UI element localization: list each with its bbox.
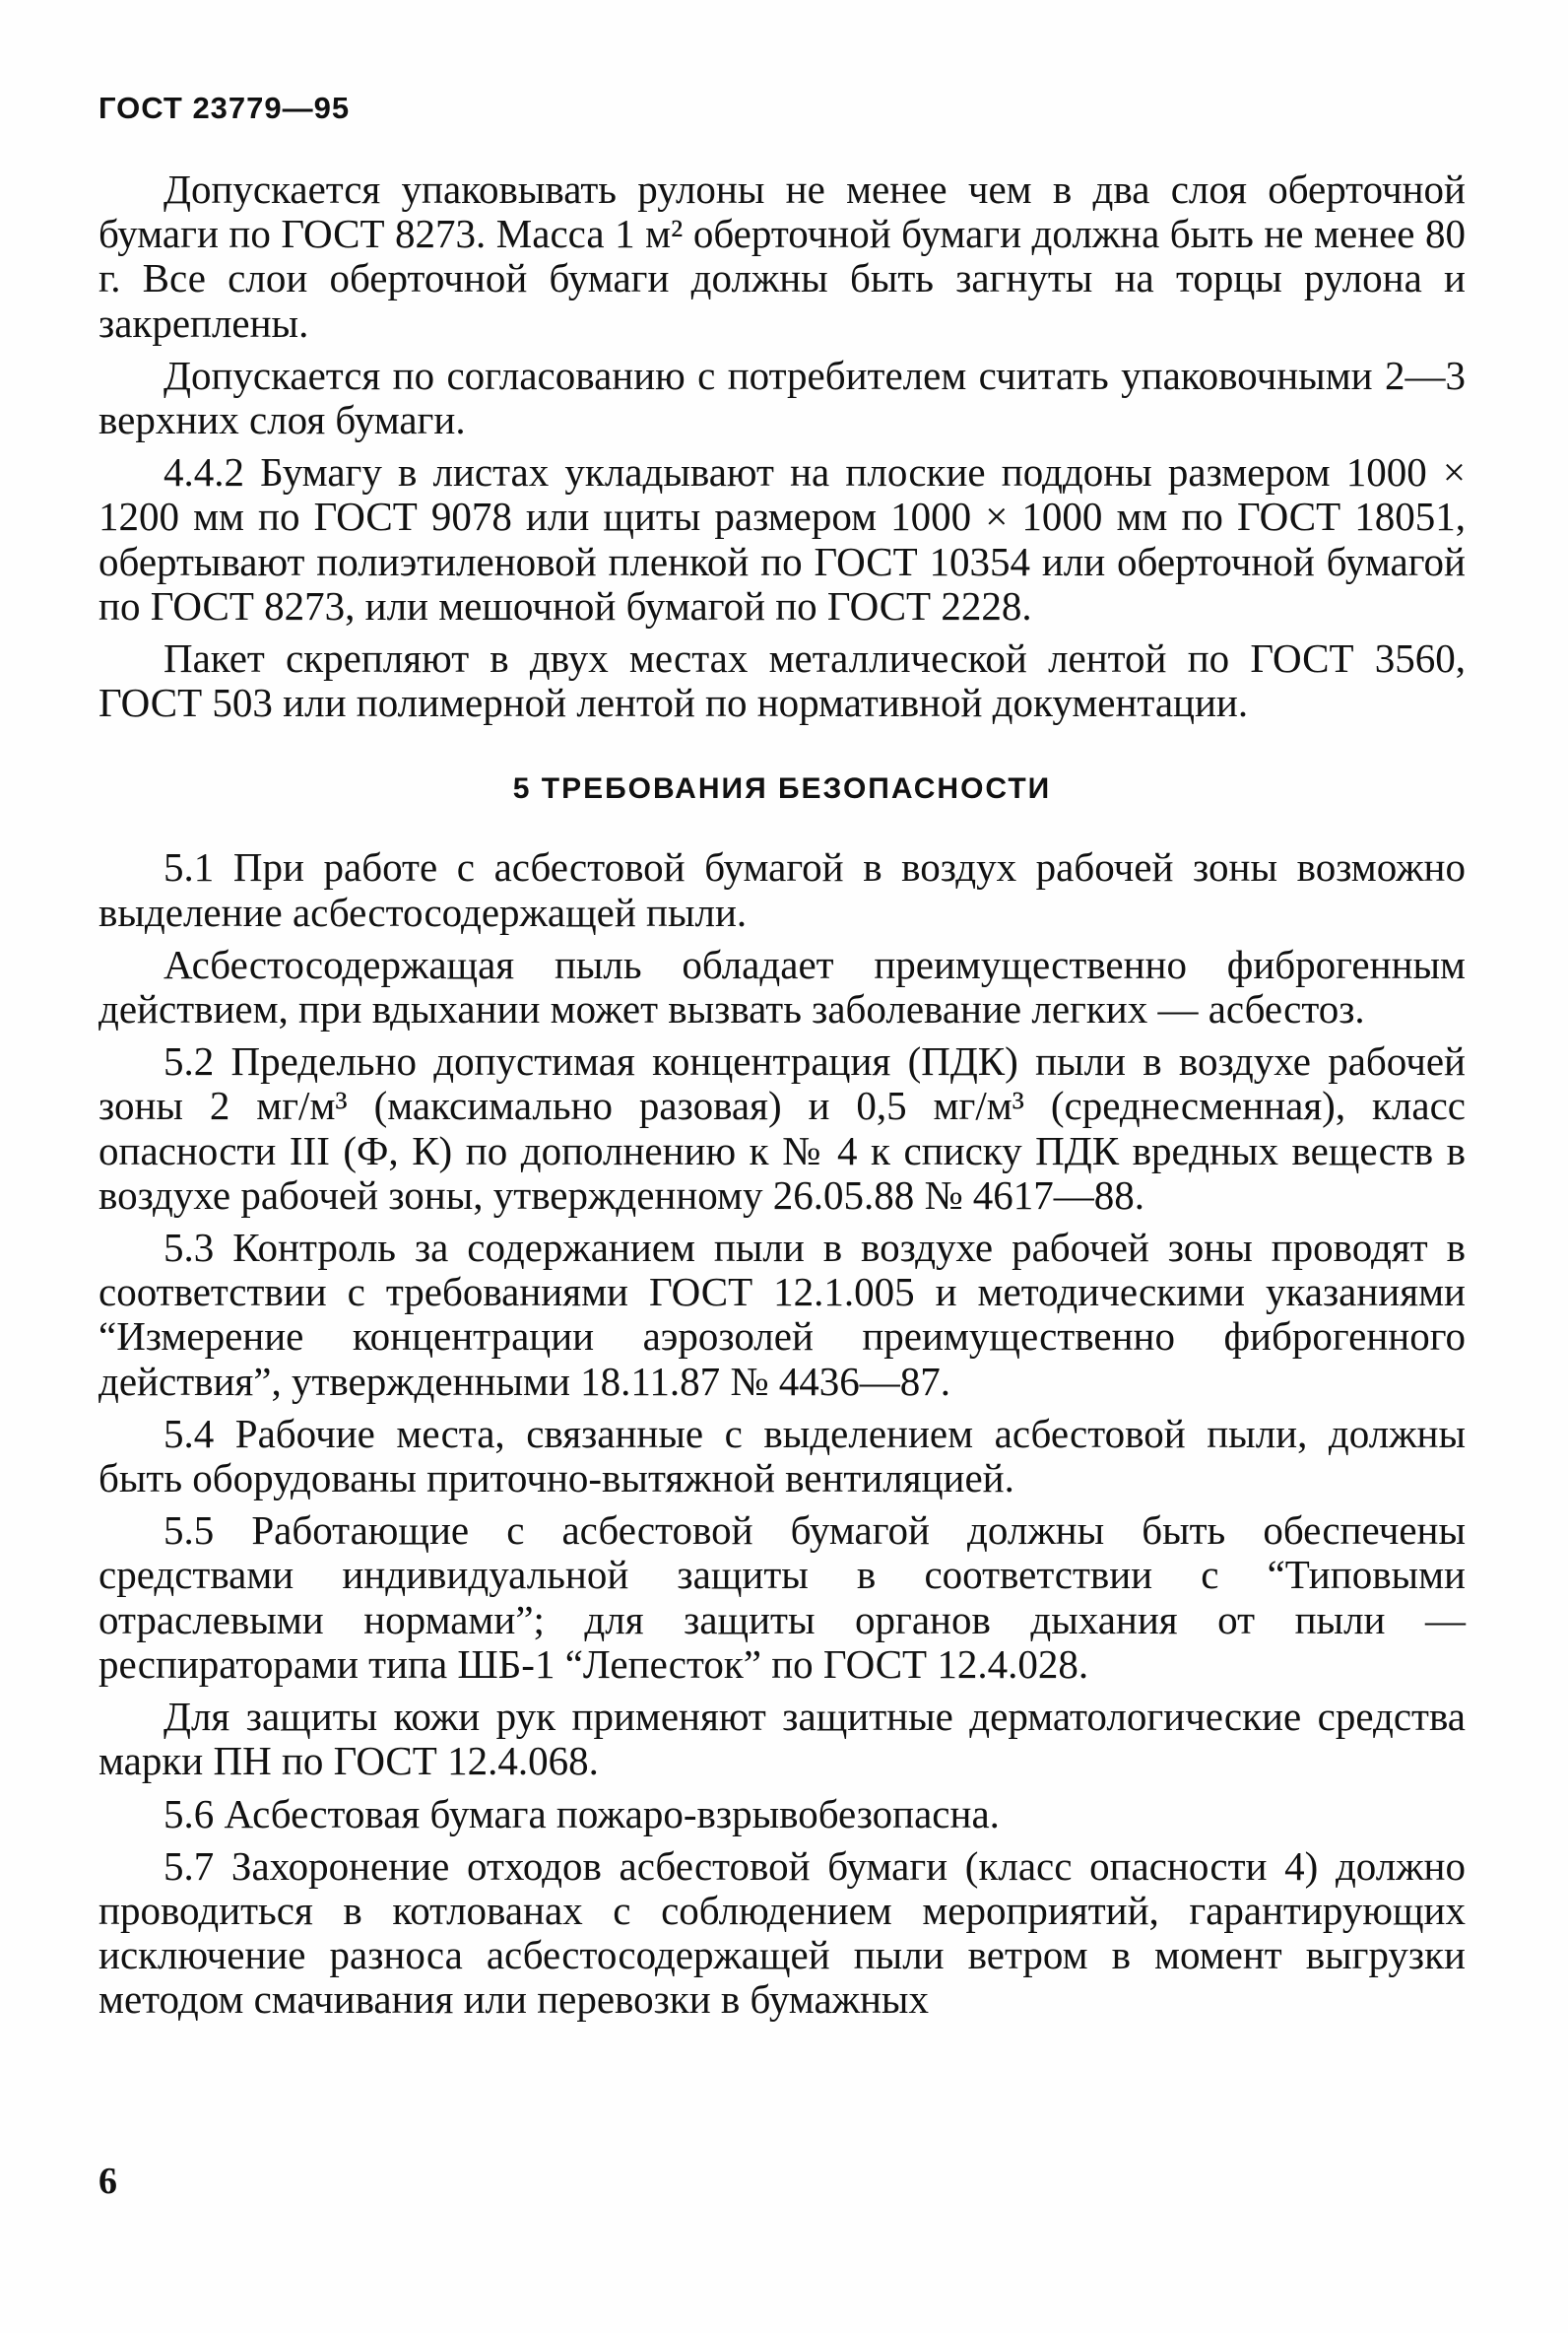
paragraph: Допускается по согласованию с потребителем считать упаковочными 2—3 верхних слоя бумаги.	[98, 352, 1466, 443]
paragraph-5-7: 5.7 Захоронение отходов асбестовой бумаги (класс опасности 4) должно проводиться в котлованах с соблюдением мероприятий, гарантирующих исключение разноса асбестосодержащей пыли ветром в момент выгрузки методом смачивания или перевозки в бумажных	[98, 1842, 1466, 2023]
document-body	[98, 167, 1466, 2023]
paragraph: Пакет скрепляют в двух местах металлической лентой по ГОСТ 3560, ГОСТ 503 или полимерной лентой по нормативной документации.	[98, 635, 1466, 726]
document-code-header: ГОСТ 23779—95	[98, 91, 351, 125]
paragraph: Допускается упаковывать рулоны не менее чем в два слоя оберточной бумаги по ГОСТ 8273. Масса 1 м² оберточной бумаги должна быть не менее 80 г. Все слои оберточной бумаги должны быть загнуты на торцы рулона и закреплены.	[98, 167, 1466, 346]
paragraph-5-6: 5.6 Асбестовая бумага пожаро-взрывобезопасна.	[163, 1790, 1000, 1836]
section-title: 5 ТРЕБОВАНИЯ БЕЗОПАСНОСТИ	[512, 772, 1052, 806]
paragraph-5-4: 5.4 Рабочие места, связанные с выделением асбестовой пыли, должны быть оборудованы приточно-вытяжной вентиляцией.	[98, 1410, 1466, 1501]
paragraph: Для защиты кожи рук применяют защитные дерматологические средства марки ПН по ГОСТ 12.4.068.	[98, 1694, 1466, 1784]
paragraph-5-5: 5.5 Работающие с асбестовой бумагой должны быть обеспечены средствами индивидуальной защиты в соответствии с “Типовыми отраслевыми нормами”; для защиты органов дыхания от пыли — респираторами типа ШБ-1 “Лепесток” по ГОСТ 12.4.028.	[98, 1507, 1466, 1687]
paragraph-5-2: 5.2 Предельно допустимая концентрация (ПДК) пыли в воздухе рабочей зоны 2 мг/м³ (максимально разовая) и 0,5 мг/м³ (среднесменная), класс опасности III (Ф, К) по дополнению к № 4 к списку ПДК вредных веществ в воздухе рабочей зоны, утвержденному 26.05.88 № 4617—88.	[98, 1038, 1466, 1218]
paragraph-5-1: 5.1 При работе с асбестовой бумагой в воздух рабочей зоны возможно выделение асбестосодержащей пыли.	[98, 844, 1466, 935]
paragraph-4-4-2: 4.4.2 Бумагу в листах укладывают на плоские поддоны размером 1000 × 1200 мм по ГОСТ 9078 или щиты размером 1000 × 1000 мм по ГОСТ 18051, обертывают полиэтиленовой пленкой по ГОСТ 10354 или оберточной бумагой по ГОСТ 8273, или мешочной бумагой по ГОСТ 2228.	[98, 449, 1466, 629]
paragraph-5-3: 5.3 Контроль за содержанием пыли в воздухе рабочей зоны проводят в соответствии с требованиями ГОСТ 12.1.005 и методическими указаниями “Измерение концентрации аэрозолей преимущественно фиброгенного действия”, утвержденными 18.11.87 № 4436—87.	[98, 1225, 1466, 1404]
page-number: 6	[98, 2161, 117, 2202]
paragraph: Асбестосодержащая пыль обладает преимущественно фиброгенным действием, при вдыхании может вызвать заболевание легких — асбестоз.	[98, 941, 1466, 1033]
